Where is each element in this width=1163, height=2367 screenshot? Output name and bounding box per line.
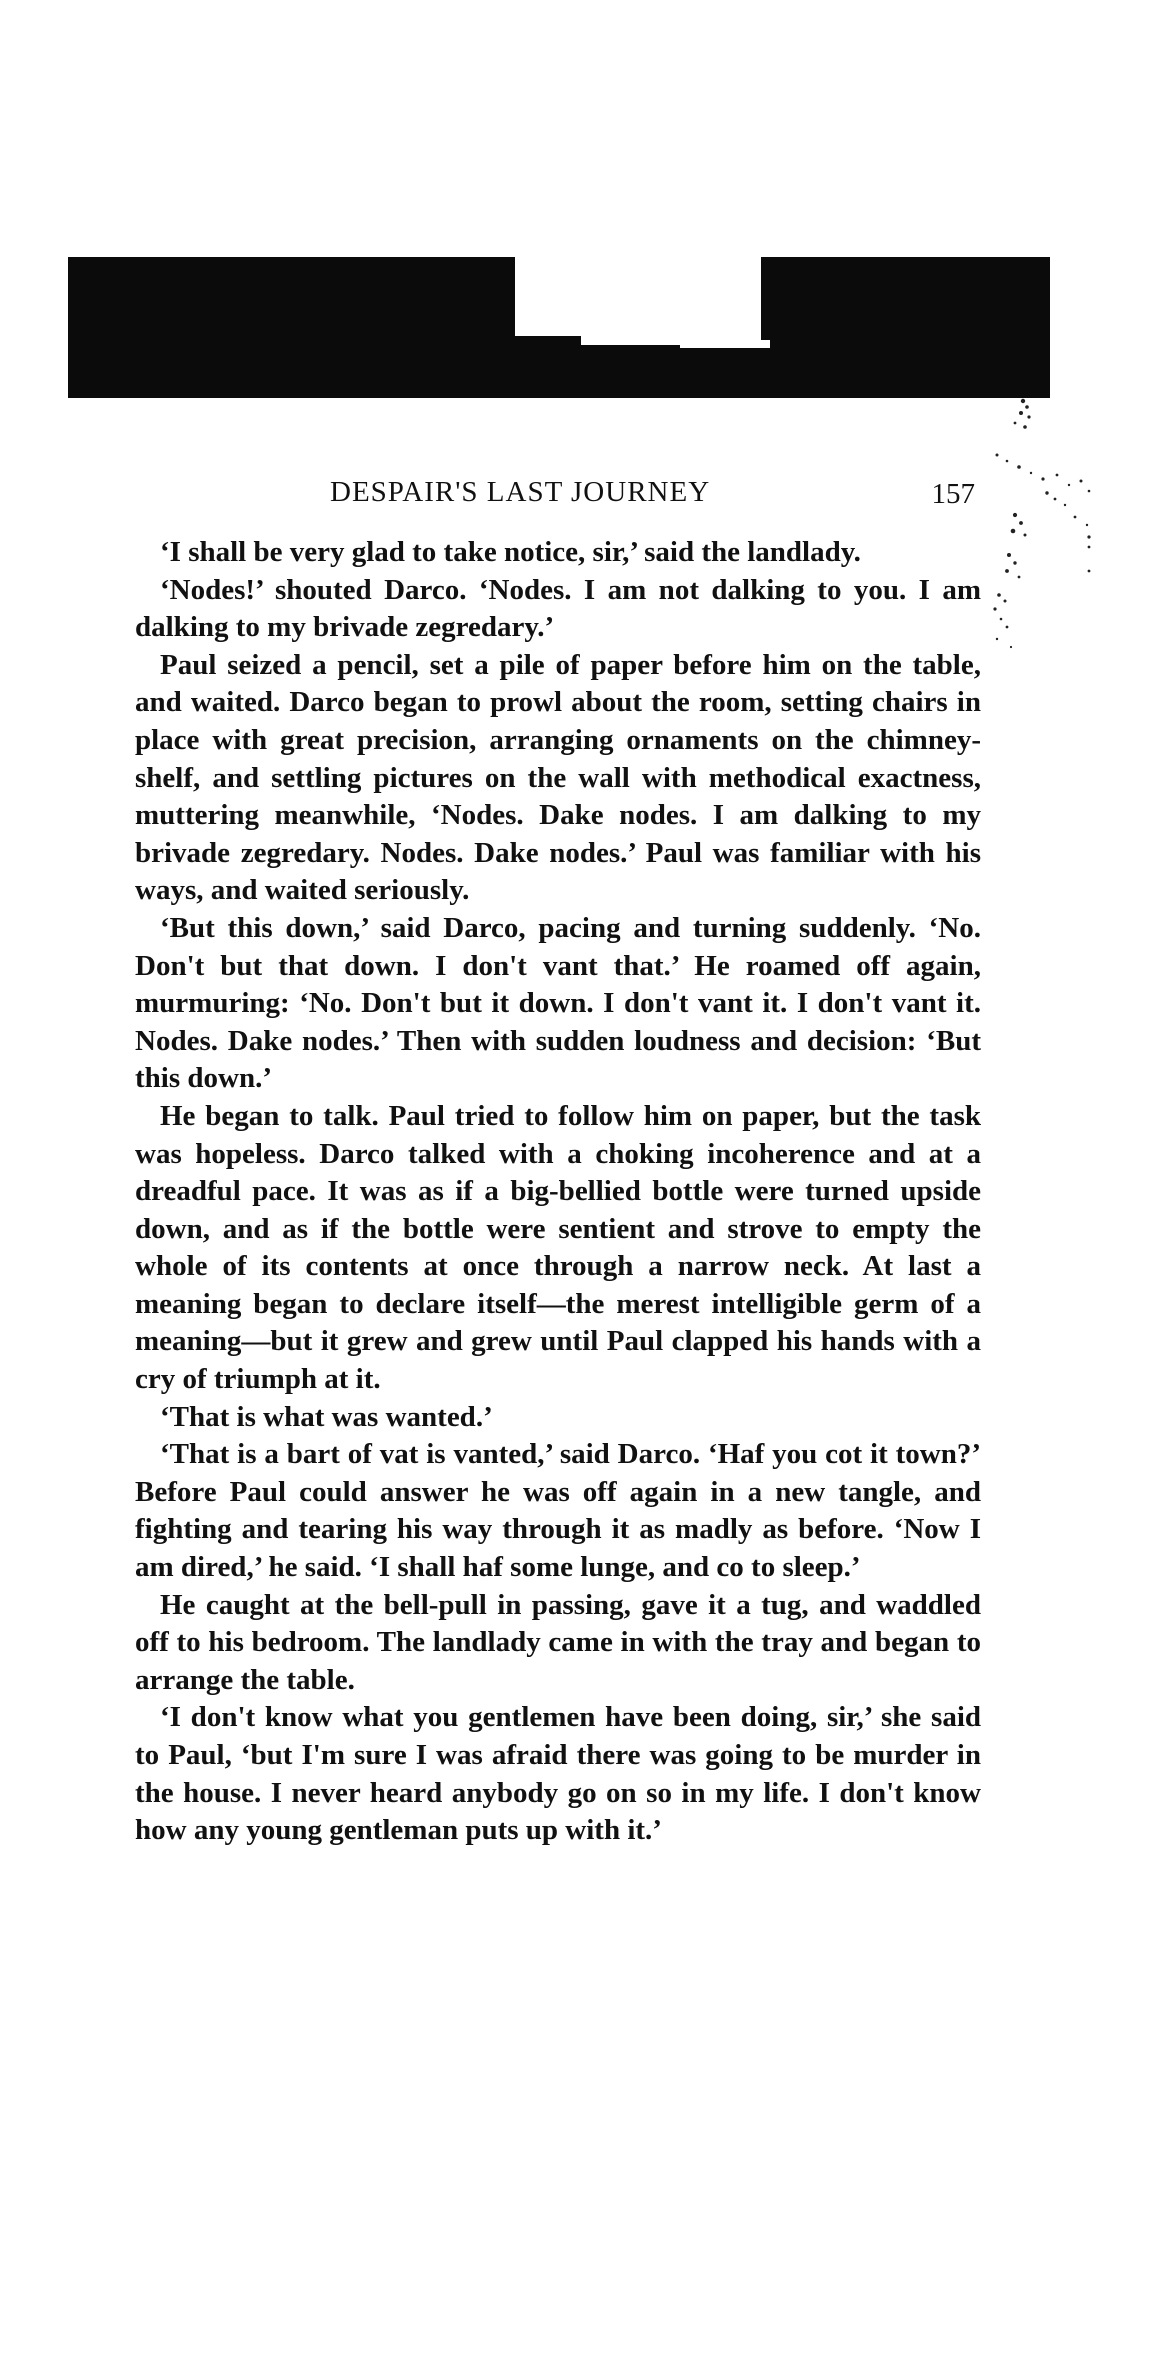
body-text bbox=[135, 534, 981, 1850]
page-number: 157 bbox=[931, 478, 975, 510]
scan-artifact-notch-right bbox=[581, 257, 761, 345]
running-header bbox=[137, 474, 983, 522]
paragraph: ‘I shall be very glad to take notice, sir,’ said the landlady. bbox=[160, 536, 861, 568]
paragraph: ‘That is what was wanted.’ bbox=[160, 1400, 493, 1433]
scan-specks bbox=[985, 395, 1105, 665]
scan-artifact-notch bbox=[515, 257, 581, 336]
paragraph: ‘Nodes!’ shouted Darco. ‘Nodes. I am not dalking to you. I am dalking to my brivade zegredary.’ bbox=[135, 573, 981, 644]
paragraph: He began to talk. Paul tried to follow him on paper, but the task was hopeless. Darco talked with a choking incoherence and at a dreadful pace. It was as if a big-bellied bottle were turned upside down, and as if the bottle were sentient and strove to empty the whole of its contents at once through a narrow neck. At last a meaning began to declare itself—the merest intelligible germ of a meaning—but it grew and grew until Paul clapped his hands with a cry of triumph at it. bbox=[135, 1099, 981, 1396]
paragraph: ‘That is a bart of vat is vanted,’ said Darco. ‘Haf you cot it town?’ Before Paul could answer he was off again in a new tangle, and fighting and tearing his way through it as madly as before. ‘Now I am dired,’ he said. ‘I shall haf some lunge, and co to sleep.’ bbox=[135, 1438, 981, 1584]
paragraph: He caught at the bell-pull in passing, gave it a tug, and waddled off to his bedroom. The landlady came in with the tray and began to arrange the table. bbox=[135, 1588, 981, 1696]
paragraph: ‘But this down,’ said Darco, pacing and turning suddenly. ‘No. Don't but that down. I don't vant that.’ He roamed off again, murmuring: ‘No. Don't but it down. I don't vant it. I don't vant it. Nodes. Dake nodes.’ Then with sudden loudness and decision: ‘But this down.’ bbox=[135, 911, 981, 1095]
scan-artifact-black-bar bbox=[68, 257, 1050, 398]
scan-artifact-tab bbox=[509, 257, 515, 360]
scan-artifact-fleck bbox=[680, 340, 770, 348]
paragraph: Paul seized a pencil, set a pile of paper before him on the table, and waited. Darco began to prowl about the room, setting chairs in place with great precision, arranging ornaments on the chimney-shelf, and settling pictures on the wall with methodical exactness, muttering meanwhile, ‘Nodes. Dake nodes. I am dalking to my brivade zegredary. Nodes. Dake nodes.’ Paul was familiar with his ways, and waited seriously. bbox=[135, 648, 981, 907]
running-title: DESPAIR'S LAST JOURNEY bbox=[330, 476, 711, 508]
paragraph: ‘I don't know what you gentlemen have been doing, sir,’ she said to Paul, ‘but I'm sure I was afraid there was going to be murder in the house. I never heard anybody go on so in my life. I don't know how any young gentleman puts up with it.’ bbox=[135, 1701, 981, 1847]
